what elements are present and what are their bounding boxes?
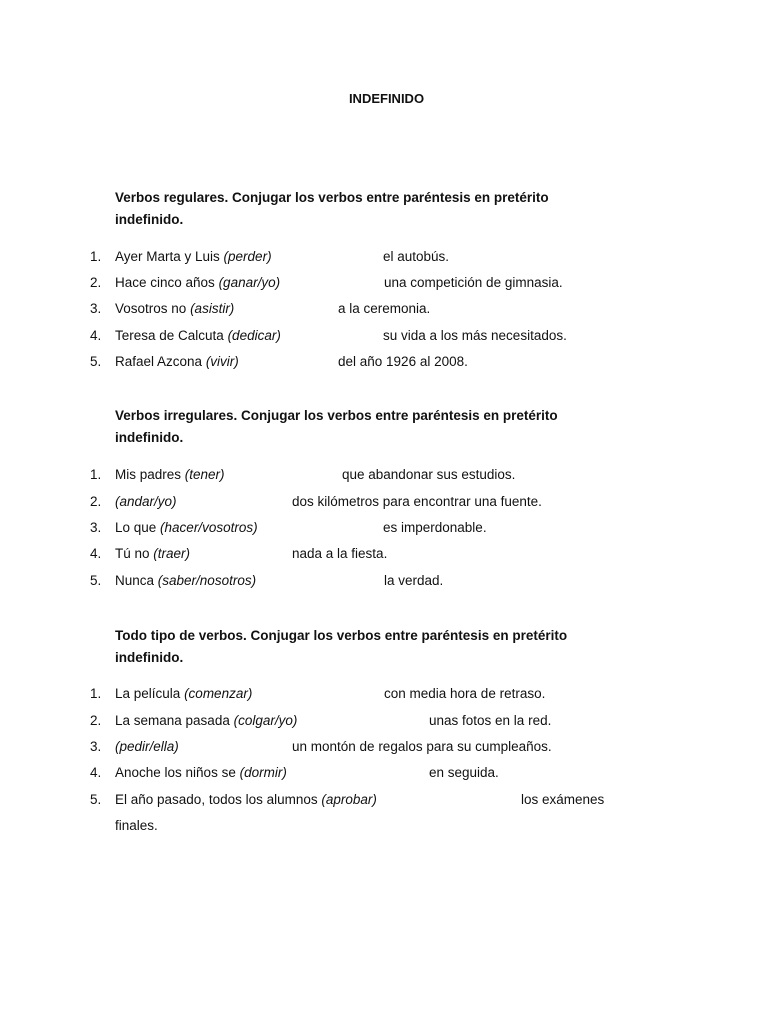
item-verb: (vivir): [205, 354, 239, 369]
item-rest: dos kilómetros para encontrar una fuente.: [292, 494, 542, 509]
item-rest: el autobús.: [383, 249, 450, 264]
item-text: [115, 737, 179, 757]
item-lead: Mis padres: [115, 467, 185, 482]
item-verb: (saber/nosotros): [157, 573, 257, 588]
item-rest: la verdad.: [384, 573, 444, 588]
exercise-item: [0, 790, 768, 810]
item-verb: (perder): [223, 249, 272, 264]
item-number: 4.: [90, 546, 102, 561]
item-number: 1.: [90, 249, 102, 264]
item-rest: nada a la fiesta.: [292, 546, 388, 561]
item-number: 5.: [90, 354, 102, 369]
item-verb: (tener): [184, 467, 225, 482]
item-number: 3.: [90, 301, 102, 316]
item-lead: Anoche los niños se: [115, 765, 240, 780]
item-rest: su vida a los más necesitados.: [383, 328, 567, 343]
item-rest: los exámenes: [521, 792, 605, 807]
item-number: 2.: [90, 275, 102, 290]
item-text: [115, 571, 256, 591]
exercise-item: [0, 492, 768, 512]
item-lead: Rafael Azcona: [115, 354, 206, 369]
item-verb: (colgar/yo): [233, 713, 298, 728]
item-verb: (dormir): [239, 765, 287, 780]
item-verb: (asistir): [190, 301, 235, 316]
section-heading-line: Todo tipo de verbos. Conjugar los verbos entre paréntesis en pretérito: [115, 628, 568, 643]
item-number: 4.: [90, 765, 102, 780]
item-lead: Lo que: [115, 520, 161, 535]
item-number: 2.: [90, 494, 102, 509]
item-number: 5.: [90, 573, 102, 588]
item-rest: unas fotos en la red.: [429, 713, 552, 728]
section-heading-todo-tipo: [115, 625, 635, 669]
item-rest: que abandonar sus estudios.: [342, 467, 516, 482]
item-verb: (comenzar): [184, 686, 253, 701]
item-verb: (aprobar): [321, 792, 377, 807]
item-text: [115, 247, 272, 267]
item-text: [115, 711, 297, 731]
exercise-item: [0, 352, 768, 372]
item-verb: (traer): [153, 546, 191, 561]
item-text: [115, 326, 281, 346]
exercise-item: [0, 763, 768, 783]
item-text: [115, 465, 225, 485]
item-number: 4.: [90, 328, 102, 343]
item-text: [115, 352, 239, 372]
section-heading-line: indefinido.: [115, 430, 184, 445]
item-text: [115, 544, 190, 564]
exercise-item: [0, 571, 768, 591]
exercise-item: [0, 684, 768, 704]
item-rest: es imperdonable.: [383, 520, 487, 535]
item-text: [115, 518, 258, 538]
item-number: 1.: [90, 686, 102, 701]
item-rest: con media hora de retraso.: [384, 686, 546, 701]
item-lead: Tú no: [115, 546, 154, 561]
item-lead: Ayer Marta y Luis: [115, 249, 224, 264]
item-lead: La semana pasada: [115, 713, 234, 728]
item-text: [115, 684, 252, 704]
item-verb: (ganar/yo): [218, 275, 281, 290]
item-text: [115, 299, 234, 319]
section-heading-irregulares: [115, 405, 635, 449]
exercise-item: [0, 711, 768, 731]
item-text: [115, 492, 177, 512]
exercise-item: [0, 465, 768, 485]
exercise-item: [0, 518, 768, 538]
item-continuation: finales.: [115, 818, 158, 833]
item-verb: (andar/yo): [115, 494, 177, 509]
section-heading-line: indefinido.: [115, 650, 184, 665]
exercise-item: [0, 737, 768, 757]
item-lead: El año pasado, todos los alumnos: [115, 792, 322, 807]
exercise-item: [0, 247, 768, 267]
section-heading-line: indefinido.: [115, 212, 184, 227]
item-lead: Nunca: [115, 573, 158, 588]
item-number: 5.: [90, 792, 102, 807]
item-verb: (hacer/vosotros): [160, 520, 258, 535]
item-number: 1.: [90, 467, 102, 482]
exercise-item: [0, 544, 768, 564]
page-title: INDEFINIDO: [348, 91, 425, 106]
item-text: [115, 273, 280, 293]
item-number: 3.: [90, 739, 102, 754]
item-rest: en seguida.: [429, 765, 499, 780]
exercise-item: [0, 273, 768, 293]
item-verb: (dedicar): [227, 328, 281, 343]
section-heading-regulares: [115, 187, 635, 231]
item-text: [115, 790, 377, 810]
item-verb: (pedir/ella): [115, 739, 179, 754]
item-lead: Teresa de Calcuta: [115, 328, 228, 343]
item-rest: del año 1926 al 2008.: [338, 354, 468, 369]
item-lead: Hace cinco años: [115, 275, 219, 290]
section-heading-line: Verbos regulares. Conjugar los verbos entre paréntesis en pretérito: [115, 190, 549, 205]
item-lead: La película: [115, 686, 185, 701]
exercise-item: [0, 326, 768, 346]
item-rest: un montón de regalos para su cumpleaños.: [292, 739, 552, 754]
item-text: [115, 763, 287, 783]
item-rest: a la ceremonia.: [338, 301, 431, 316]
item-number: 2.: [90, 713, 102, 728]
exercise-item: [0, 299, 768, 319]
item-rest: una competición de gimnasia.: [384, 275, 563, 290]
section-heading-line: Verbos irregulares. Conjugar los verbos entre paréntesis en pretérito: [115, 408, 558, 423]
item-lead: Vosotros no: [115, 301, 191, 316]
item-number: 3.: [90, 520, 102, 535]
